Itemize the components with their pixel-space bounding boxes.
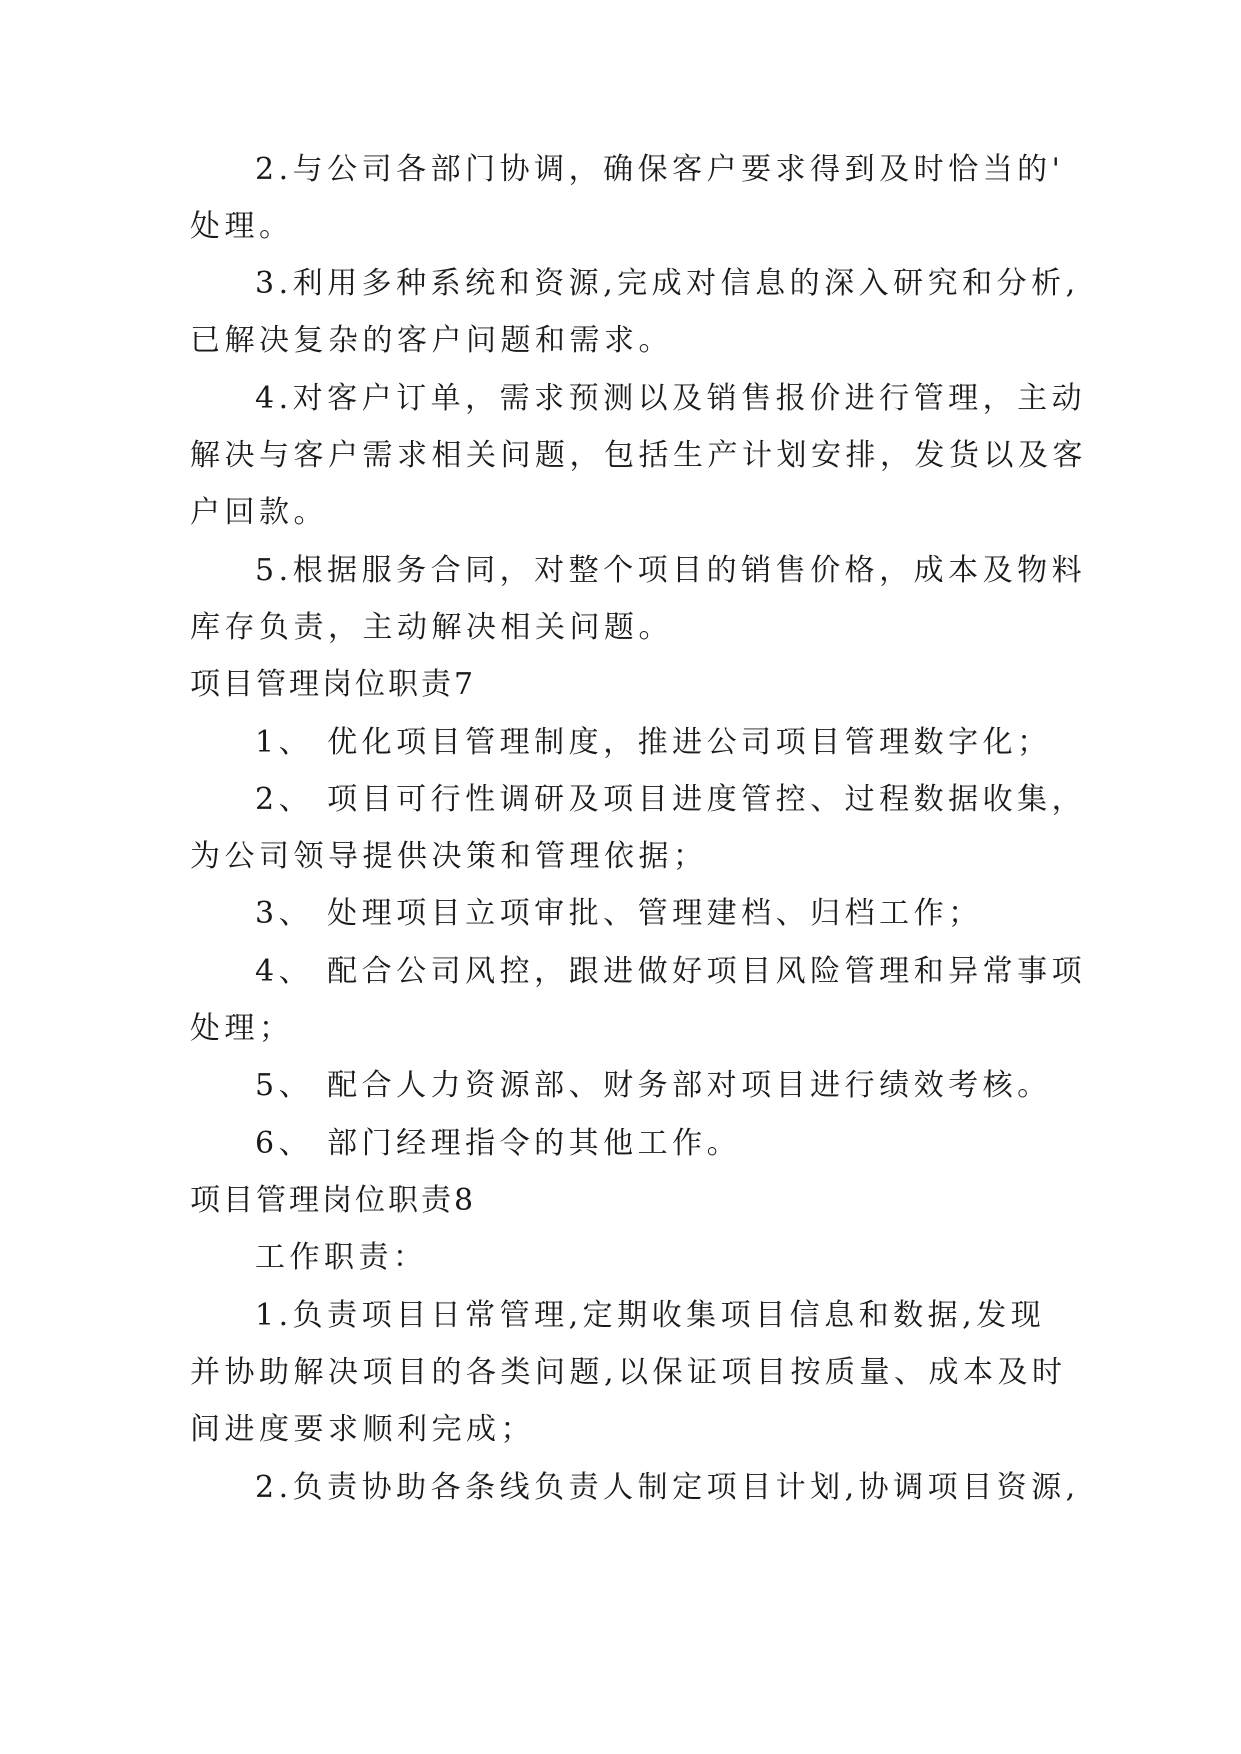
paragraph-line: 库存负责，主动解决相关问题。	[190, 610, 673, 645]
paragraph-line: 5.根据服务合同，对整个项目的销售价格，成本及物料	[255, 553, 1087, 588]
paragraph-line: 1、 优化项目管理制度，推进公司项目管理数字化；	[255, 725, 1052, 760]
paragraph-line: 3.利用多种系统和资源,完成对信息的深入研究和分析,	[255, 266, 1080, 301]
paragraph-line: 间进度要求顺利完成；	[190, 1412, 535, 1447]
paragraph-line: 6、 部门经理指令的其他工作。	[255, 1126, 742, 1161]
paragraph-line: 5、 配合人力资源部、财务部对项目进行绩效考核。	[255, 1068, 1052, 1103]
paragraph-line: 并协助解决项目的各类问题,以保证项目按质量、成本及时	[190, 1355, 1067, 1390]
paragraph-line: 1.负责项目日常管理,定期收集项目信息和数据,发现	[255, 1298, 1046, 1333]
paragraph-line: 为公司领导提供决策和管理依据；	[190, 839, 708, 874]
paragraph-line: 工作职责：	[255, 1240, 428, 1275]
paragraph-line: 处理。	[190, 209, 294, 244]
paragraph-line: 已解决复杂的客户问题和需求。	[190, 323, 673, 358]
paragraph-line: 4、 配合公司风控，跟进做好项目风险管理和异常事项	[255, 954, 1087, 989]
paragraph-line: 2.与公司各部门协调，确保客户要求得到及时恰当的'	[255, 152, 1065, 187]
paragraph-line: 2、 项目可行性调研及项目进度管控、过程数据收集，	[255, 782, 1087, 817]
paragraph-line: 解决与客户需求相关问题，包括生产计划安排，发货以及客	[190, 438, 1087, 473]
section-heading: 项目管理岗位职责8	[190, 1183, 477, 1218]
paragraph-line: 4.对客户订单，需求预测以及销售报价进行管理，主动	[255, 381, 1087, 416]
section-heading: 项目管理岗位职责7	[190, 667, 477, 702]
paragraph-line: 户回款。	[190, 495, 328, 530]
paragraph-line: 3、 处理项目立项审批、管理建档、归档工作；	[255, 896, 983, 931]
paragraph-line: 处理；	[190, 1011, 294, 1046]
paragraph-line: 2.负责协助各条线负责人制定项目计划,协调项目资源,	[255, 1470, 1080, 1505]
